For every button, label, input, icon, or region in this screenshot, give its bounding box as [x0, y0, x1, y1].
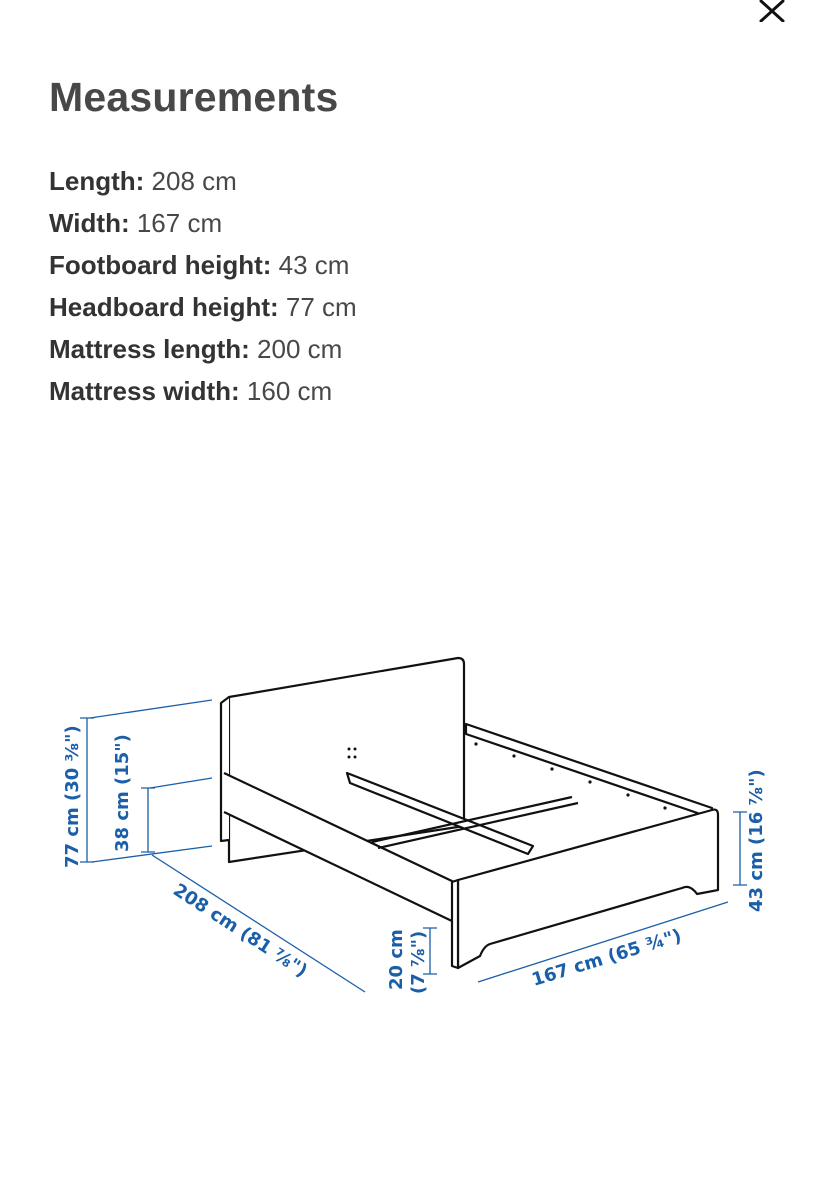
spec-label: Headboard height:: [49, 292, 279, 322]
width-label: 167 cm (65 ¾"): [529, 925, 684, 991]
spec-mattress-length: [49, 328, 357, 370]
bed-drawing: [221, 658, 718, 968]
spec-value: 77 cm: [278, 292, 357, 322]
spec-width: [49, 202, 357, 244]
spec-footboard-height: [49, 244, 357, 286]
bed-dimensions-diagram: [40, 640, 780, 1020]
leg-height-inch-label: (7 ⅞"): [408, 930, 429, 994]
spec-label: Length:: [49, 166, 145, 196]
spec-headboard-height: [49, 286, 357, 328]
spec-value: 43 cm: [271, 250, 350, 280]
spec-label: Mattress length:: [49, 334, 250, 364]
spec-label: Mattress width:: [49, 376, 240, 406]
spec-value: 200 cm: [249, 334, 343, 364]
length-label: 208 cm (81 ⅞"): [169, 879, 311, 982]
page-title: Measurements: [49, 74, 339, 120]
spec-value: 167 cm: [129, 208, 223, 238]
spec-length: [49, 160, 357, 202]
spec-value: 208 cm: [144, 166, 237, 196]
measurements-list: [49, 160, 357, 412]
spec-value: 160 cm: [239, 376, 333, 406]
close-button[interactable]: [752, 0, 792, 28]
spec-label: Width:: [49, 208, 130, 238]
headboard-height-label: 77 cm (30 ⅜"): [62, 725, 83, 868]
spec-label: Footboard height:: [49, 250, 272, 280]
spec-mattress-width: [49, 370, 357, 412]
close-icon: [757, 0, 787, 22]
footboard-height-label: 43 cm (16 ⅞"): [746, 769, 767, 912]
leg-height-label: 20 cm: [386, 929, 407, 990]
side-height-label: 38 cm (15"): [112, 734, 133, 852]
